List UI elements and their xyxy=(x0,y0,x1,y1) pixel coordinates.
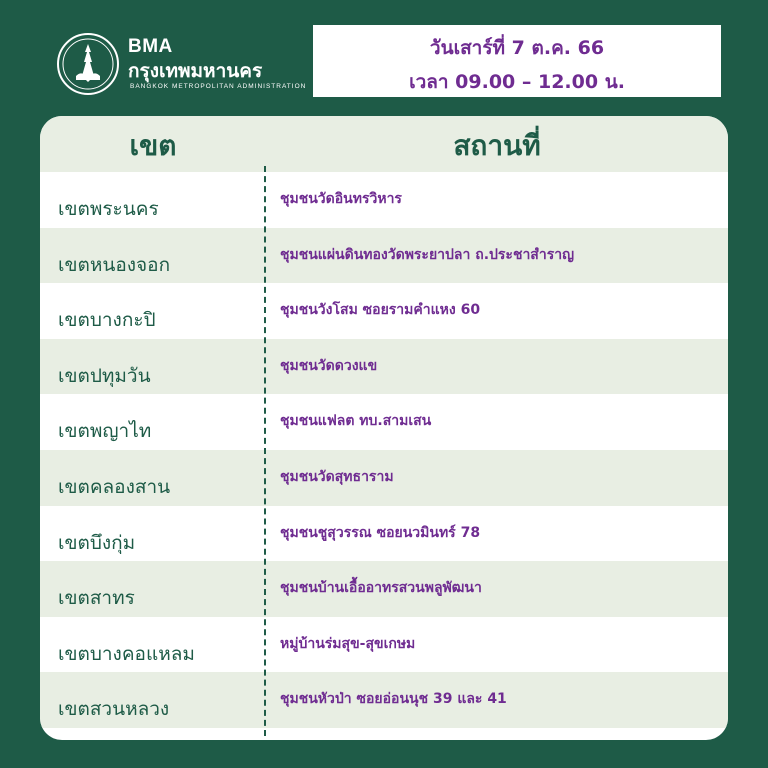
column-divider xyxy=(264,166,266,736)
table-row xyxy=(40,561,728,617)
brand-english: BANGKOK METROPOLITAN ADMINISTRATION xyxy=(130,83,307,90)
bma-seal-icon xyxy=(56,32,120,96)
table-row xyxy=(40,672,728,728)
column-header-place: สถานที่ xyxy=(453,129,541,162)
table-row xyxy=(40,394,728,450)
district-cell: เขตพระนคร xyxy=(58,198,159,220)
bma-logo xyxy=(56,32,306,98)
place-cell: ชุมชนบ้านเอื้ออาทรสวนพลูพัฒนา xyxy=(280,580,482,597)
place-cell: หมู่บ้านร่มสุข-สุขเกษม xyxy=(280,635,416,652)
schedule-box xyxy=(313,25,721,97)
district-cell: เขตหนองจอก xyxy=(58,253,171,276)
district-cell: เขตบางคอแหลม xyxy=(58,642,195,665)
place-cell: ชุมชนวังโสม ซอยรามคำแหง 60 xyxy=(280,302,481,319)
district-cell: เขตปทุมวัน xyxy=(58,364,151,387)
time-text: เวลา 09.00 – 12.00 น. xyxy=(409,71,625,93)
table-row xyxy=(40,339,728,395)
table-row xyxy=(40,506,728,562)
place-cell: ชุมชนแผ่นดินทองวัดพระยาปลา ถ.ประชาสำราญ xyxy=(280,246,575,263)
column-header-district: เขต xyxy=(129,129,177,162)
district-cell: เขตพญาไท xyxy=(58,420,152,443)
table-row xyxy=(40,617,728,673)
district-cell: เขตบึงกุ่ม xyxy=(58,531,136,554)
district-cell: เขตสาทร xyxy=(58,587,135,610)
table-header xyxy=(40,116,728,172)
district-cell: เขตบางกะปิ xyxy=(58,309,156,332)
place-cell: ชุมชนวัดสุทธาราม xyxy=(280,468,394,485)
place-cell: ชุมชนวัดดวงแข xyxy=(280,357,378,374)
table-row xyxy=(40,450,728,506)
place-cell: ชุมชนหัวป่า ซอยอ่อนนุช 39 และ 41 xyxy=(280,691,507,708)
place-cell: ชุมชนชูสุวรรณ ซอยนวมินทร์ 78 xyxy=(280,524,481,541)
table-row xyxy=(40,172,728,228)
brand-short: BMA xyxy=(128,36,173,57)
table-row xyxy=(40,283,728,339)
date-text: วันเสาร์ที่ 7 ต.ค. 66 xyxy=(429,37,605,59)
locations-table xyxy=(40,116,728,740)
table-row xyxy=(40,228,728,284)
table-body xyxy=(40,172,728,728)
district-cell: เขตคลองสาน xyxy=(58,475,171,498)
place-cell: ชุมชนวัดอินทรวิหาร xyxy=(280,191,402,207)
district-cell: เขตสวนหลวง xyxy=(58,698,170,721)
brand-thai: กรุงเทพมหานคร xyxy=(128,60,263,82)
place-cell: ชุมชนแฟลต ทบ.สามเสน xyxy=(280,413,432,430)
